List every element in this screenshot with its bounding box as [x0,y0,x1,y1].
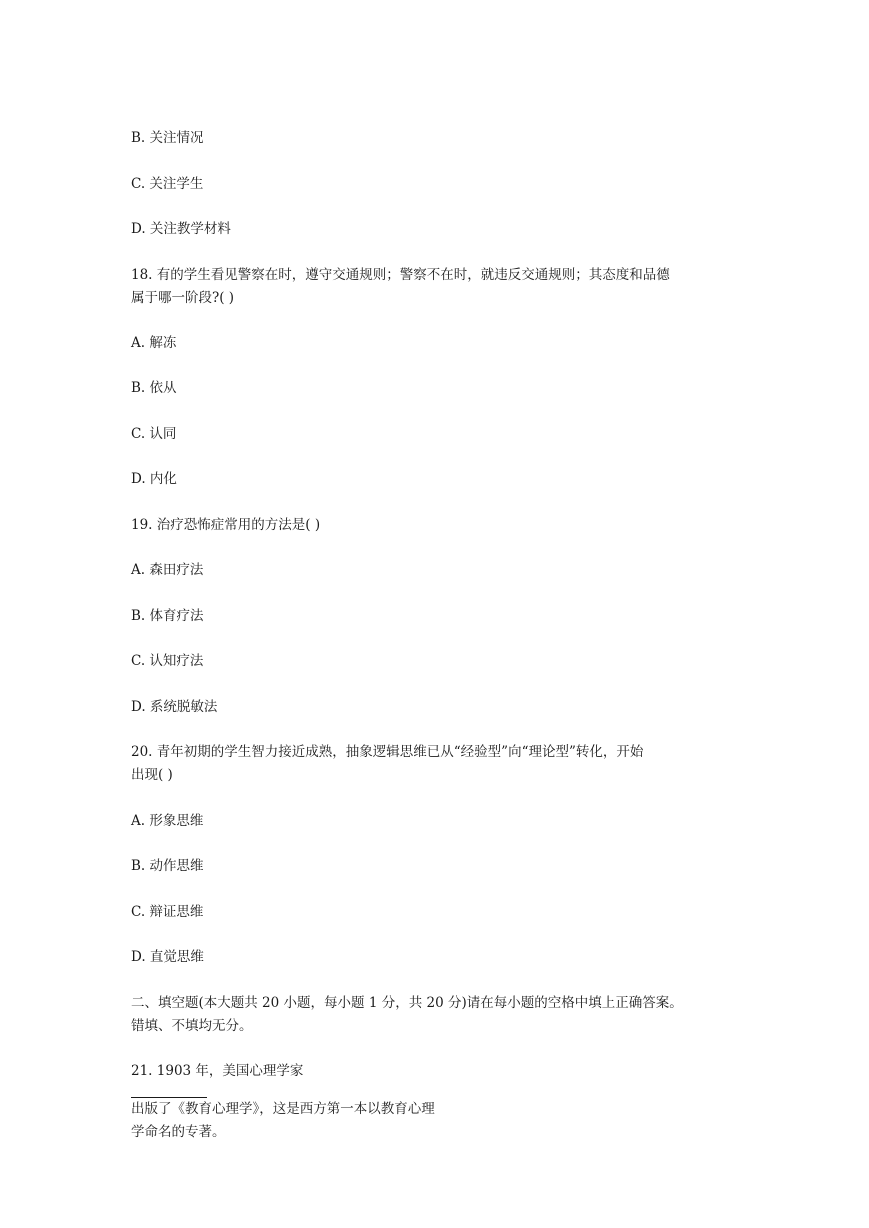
q19-stem: 19. 治疗恐怖症常用的方法是( ) [131,517,321,533]
q21-answer-blank [131,1083,207,1098]
q20-stem-line2: 出现( ) [131,767,173,783]
q20-option-b: B. 动作思维 [131,858,204,874]
q18-option-d: D. 内化 [131,471,177,487]
q20-stem-line1: 20. 青年初期的学生智力接近成熟，抽象逻辑思维已从“经验型”向“理论型”转化，开始 [131,744,644,760]
section2-heading-line2: 错填、不填均无分。 [131,1018,253,1034]
q21-stem-line2: 学命名的专著。 [131,1124,226,1140]
q18-option-c: C. 认同 [131,426,177,442]
q19-option-a: A. 森田疗法 [131,562,204,578]
q20-option-d: D. 直觉思维 [131,949,204,965]
q21-stem-line1 [131,1060,741,1121]
q20-option-c: C. 辩证思维 [131,904,204,920]
q21-text-after-blank: 出版了《教育心理学》，这是西方第一本以教育心理 [131,1101,435,1117]
section2-heading-line1: 二、填空题(本大题共 20 小题，每小题 1 分，共 20 分)请在每小题的空格中填上正确答案。 [131,995,683,1011]
q20-option-a: A. 形象思维 [131,813,204,829]
q18-option-b: B. 依从 [131,380,177,396]
q21-stem [131,1060,741,1144]
q18-stem-line2: 属于哪一阶段?( ) [131,290,235,306]
q18-option-a: A. 解冻 [131,335,177,351]
q21-text-before-blank: 21. 1903 年，美国心理学家 [131,1063,304,1079]
q18-stem-line1: 18. 有的学生看见警察在时，遵守交通规则；警察不在时，就违反交通规则；其态度和品德 [131,267,670,283]
q18-stem [131,264,741,310]
q17-option-b: B. 关注情况 [131,130,204,146]
q17-option-c: C. 关注学生 [131,176,204,192]
q17-option-d: D. 关注教学材料 [131,221,231,237]
q19-option-b: B. 体育疗法 [131,608,204,624]
q20-stem [131,741,741,787]
section2-heading [131,992,741,1038]
q19-option-d: D. 系统脱敏法 [131,699,218,715]
q19-option-c: C. 认知疗法 [131,653,204,669]
